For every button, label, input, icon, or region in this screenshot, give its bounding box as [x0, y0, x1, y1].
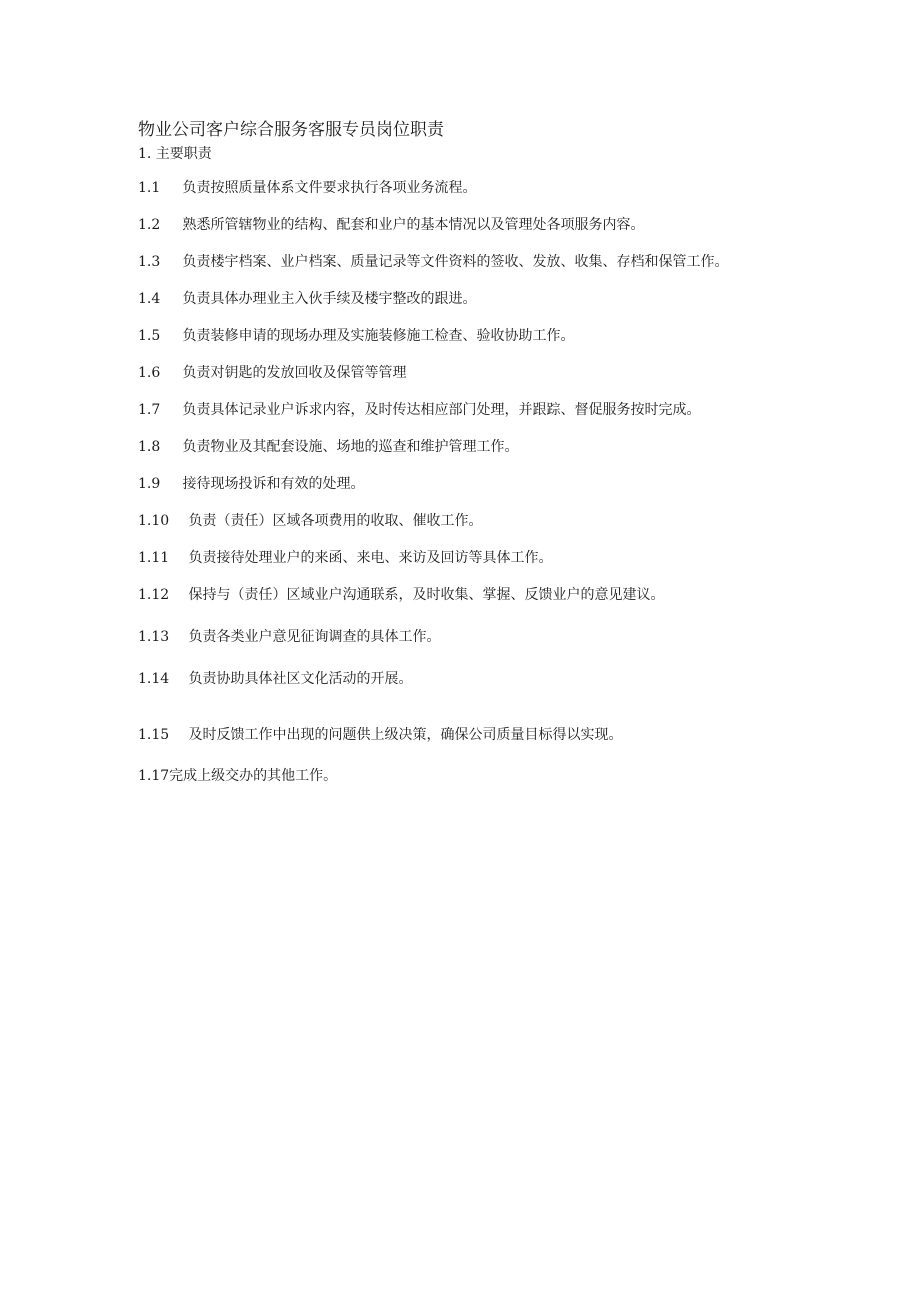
duty-item	[138, 511, 482, 531]
duty-item-text: 负责各类业户意见征询调查的具体工作。	[188, 629, 441, 645]
duty-item	[138, 252, 728, 272]
duty-item	[138, 326, 574, 346]
duty-item	[138, 363, 406, 383]
duty-item-number: 1.4	[138, 291, 161, 307]
duty-item	[138, 289, 476, 309]
duty-item-number: 1.13	[138, 629, 170, 645]
duty-item	[138, 627, 440, 647]
duty-item-number: 1.6	[138, 365, 161, 381]
document-title: 物业公司客户综合服务客服专员岗位职责	[138, 120, 444, 140]
duty-item	[138, 400, 700, 420]
duty-item-number: 1.9	[138, 476, 161, 492]
duty-item	[138, 585, 664, 605]
duty-item-number: 1.15	[138, 727, 170, 743]
duty-item-text: 负责具体记录业户诉求内容，及时传达相应部门处理，并跟踪、督促服务按时完成。	[182, 402, 701, 418]
duty-item-text: 负责物业及其配套设施、场地的巡查和维护管理工作。	[182, 439, 519, 455]
duty-item-text: 熟悉所管辖物业的结构、配套和业户的基本情况以及管理处各项服务内容。	[182, 217, 645, 233]
duty-item	[138, 215, 644, 235]
duty-item-text: 保持与（责任）区域业户沟通联系，及时收集、掌握、反馈业户的意见建议。	[188, 587, 665, 603]
duty-item-text: 负责装修申请的现场办理及实施装修施工检查、验收协助工作。	[182, 328, 575, 344]
duty-item	[138, 437, 518, 457]
duty-item-number: 1.1	[138, 180, 161, 196]
duty-item-text: 负责具体办理业主入伙手续及楼宇整改的跟进。	[182, 291, 477, 307]
duty-item-text: 及时反馈工作中出现的问题供上级决策，确保公司质量目标得以实现。	[188, 727, 623, 743]
duty-item-number: 1.2	[138, 217, 161, 233]
duty-item	[138, 669, 412, 689]
duty-item-text: 负责协助具体社区文化活动的开展。	[188, 671, 413, 687]
duty-item	[138, 725, 622, 745]
section-heading: 1. 主要职责	[138, 146, 212, 162]
duty-item-text: 负责（责任）区域各项费用的收取、催收工作。	[188, 513, 483, 529]
duty-item-text: 负责楼宇档案、业户档案、质量记录等文件资料的签收、发放、收集、存档和保管工作。	[182, 254, 729, 270]
duty-item-text: 负责对钥匙的发放回收及保管等管理	[182, 365, 407, 381]
duty-item	[138, 178, 476, 198]
duty-item	[138, 474, 364, 494]
duty-item-number: 1.8	[138, 439, 161, 455]
duty-item	[138, 548, 552, 568]
duty-item-number: 1.10	[138, 513, 170, 529]
duty-item-number: 1.11	[138, 550, 170, 566]
duty-item	[138, 766, 337, 786]
duty-item-number: 1.7	[138, 402, 161, 418]
duty-item-number: 1.17	[138, 768, 170, 784]
duty-item-number: 1.3	[138, 254, 161, 270]
duty-item-text: 负责按照质量体系文件要求执行各项业务流程。	[182, 180, 477, 196]
duty-item-text: 接待现场投诉和有效的处理。	[182, 476, 365, 492]
duty-item-text: 完成上级交办的其他工作。	[169, 768, 338, 784]
duty-item-number: 1.14	[138, 671, 170, 687]
duty-item-number: 1.5	[138, 328, 161, 344]
duty-item-number: 1.12	[138, 587, 170, 603]
duty-item-text: 负责接待处理业户的来函、来电、来访及回访等具体工作。	[188, 550, 553, 566]
